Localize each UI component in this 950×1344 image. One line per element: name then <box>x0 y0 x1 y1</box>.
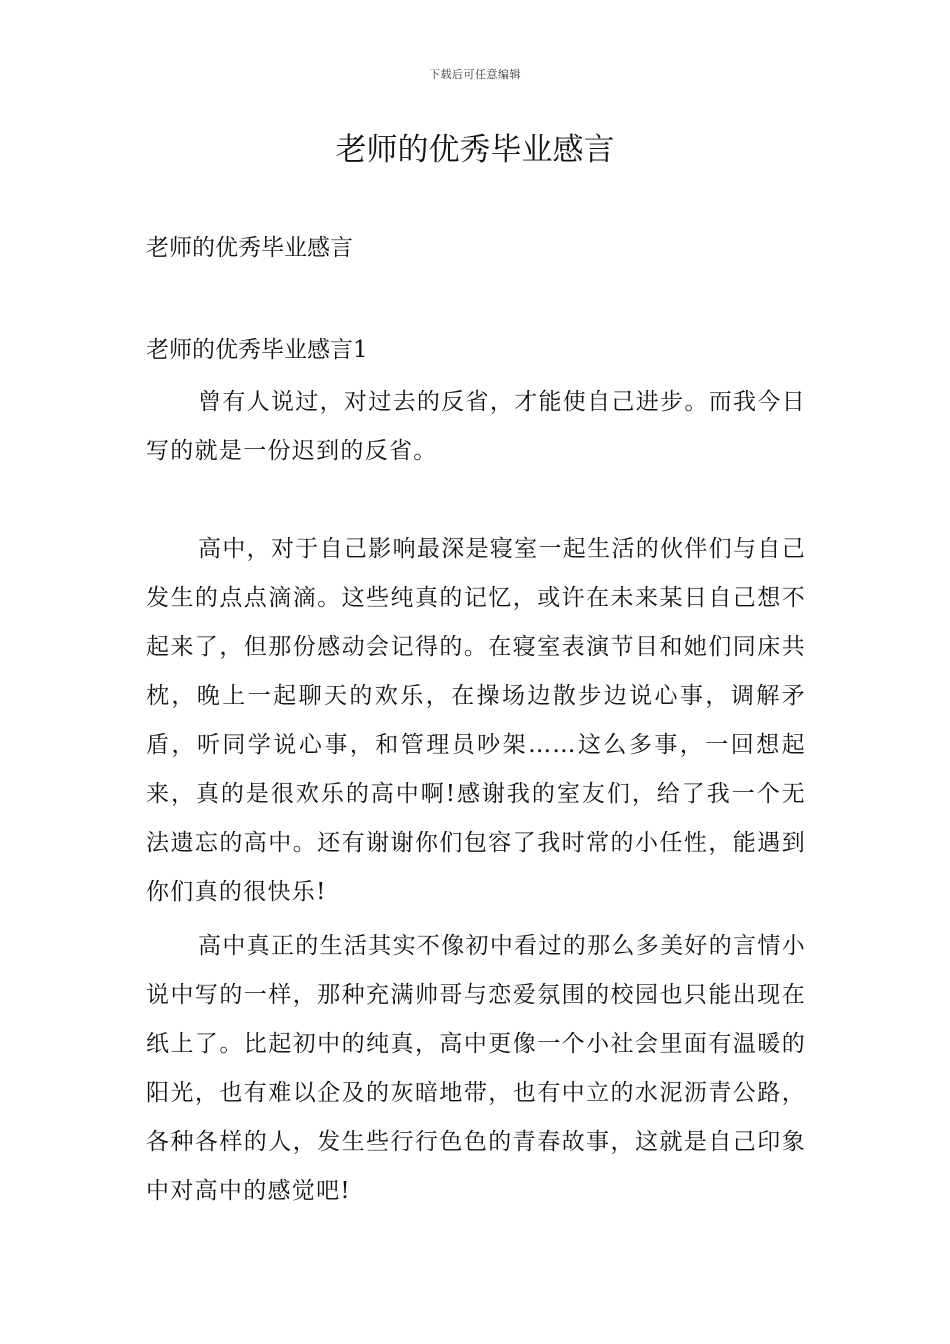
page-title: 老师的优秀毕业感言 <box>335 132 615 168</box>
body-paragraph-2: 高中，对于自己影响最深是寝室一起生活的伙伴们与自己发生的点点滴滴。这些纯真的记忆，或许在未来某日自己想不起来了，但那份感动会记得的。在寝室表演节目和她们同床共枕，晚上一起聊天的欢乐，在操场边散步边说心事，调解矛盾，听同学说心事，和管理员吵架……这么多事，一回想起来，真的是很欢乐的高中啊!感谢我的室友们，给了我一个无法遗忘的高中。还有谢谢你们包容了我时常的小任性，能遇到你们真的很快乐! <box>146 536 806 905</box>
section-title: 老师的优秀毕业感言1 <box>146 337 368 363</box>
body-paragraph-3: 高中真正的生活其实不像初中看过的那么多美好的言情小说中写的一样，那种充满帅哥与恋爱氛围的校园也只能出现在纸上了。比起初中的纯真，高中更像一个小社会里面有温暖的阳光，也有难以企及的灰暗地带，也有中立的水泥沥青公路，各种各样的人，发生些行行色色的青春故事，这就是自己印象中对高中的感觉吧! <box>146 933 806 1204</box>
header-note: 下载后可任意编辑 <box>429 68 521 81</box>
document-subtitle: 老师的优秀毕业感言 <box>146 235 353 261</box>
body-paragraph-1: 曾有人说过，对过去的反省，才能使自己进步。而我今日写的就是一份迟到的反省。 <box>146 389 806 464</box>
